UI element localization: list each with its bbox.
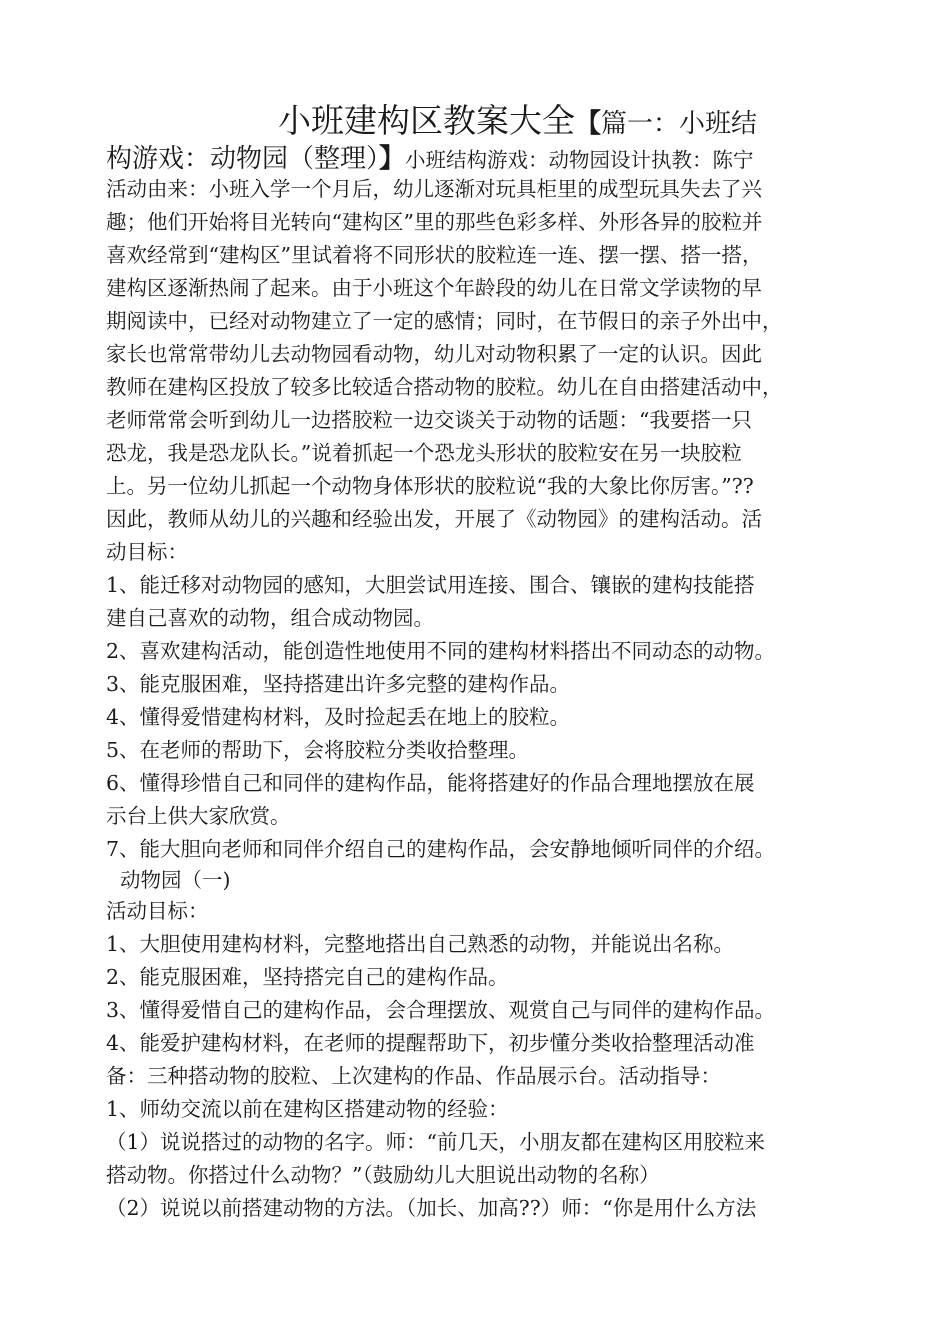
title-line2-rest: 小班结构游戏：动物园设计执教：陈宁 <box>405 148 754 172</box>
title-subtitle-b: 构游戏：动物园（整理） <box>106 144 380 174</box>
intro-line: 喜欢经常到“建构区”里试着将不同形状的胶粒连一连、摆一摆、搭一搭， <box>106 243 763 267</box>
goal-line: 示台上供大家欣赏。 <box>106 804 291 828</box>
goal-line: 4、懂得爱惜建构材料，及时捡起丢在地上的胶粒。 <box>106 705 571 729</box>
section-line: 4、能爱护建构材料，在老师的提醒帮助下，初步懂分类收拾整理活动准 <box>106 1031 755 1055</box>
intro-line: 动目标： <box>106 540 188 564</box>
section-line: 3、懂得爱惜自己的建构作品，会合理摆放、观赏自己与同伴的建构作品。 <box>106 998 776 1022</box>
intro-line: 趣；他们开始将目光转向“建构区”里的那些色彩多样、外形各异的胶粒并 <box>106 210 763 234</box>
section-line: 2、能克服困难，坚持搭完自己的建构作品。 <box>106 965 509 989</box>
section-line: 搭动物。你搭过什么动物？”（鼓励幼儿大胆说出动物的名称） <box>106 1163 660 1187</box>
intro-line: 恐龙，我是恐龙队长。”说着抓起一个恐龙头形状的胶粒安在另一块胶粒 <box>106 441 742 465</box>
goal-line: 5、在老师的帮助下，会将胶粒分类收拾整理。 <box>106 738 530 762</box>
goal-line: 6、懂得珍惜自己和同伴的建构作品，能将搭建好的作品合理地摆放在展 <box>106 771 755 795</box>
intro-line: 活动由来：小班入学一个月后，幼儿逐渐对玩具柜里的成型玩具失去了兴 <box>106 177 762 201</box>
title-line-2 <box>106 141 754 178</box>
section-line: （2）说说以前搭建动物的方法。（加长、加高??）师：“你是用什么方法 <box>106 1196 757 1220</box>
intro-line: 因此，教师从幼儿的兴趣和经验出发，开展了《动物园》的建构活动。活 <box>106 507 762 531</box>
intro-line: 建构区逐渐热闹了起来。由于小班这个年龄段的幼儿在日常文学读物的早 <box>106 276 762 300</box>
section-line: 活动目标： <box>106 899 209 923</box>
goal-line: 3、能克服困难，坚持搭建出许多完整的建构作品。 <box>106 672 571 696</box>
section-line: （1）说说搭过的动物的名字。师：“前几天，小朋友都在建构区用胶粒来 <box>106 1130 766 1154</box>
section-line: 1、大胆使用建构材料，完整地搭出自己熟悉的动物，并能说出名称。 <box>106 932 735 956</box>
intro-line: 上。另一位幼儿抓起一个动物身体形状的胶粒说“我的大象比你厉害。”?? <box>106 474 754 498</box>
document-title: 小班建构区教案大全 <box>278 101 575 140</box>
intro-line: 家长也常常带幼儿去动物园看动物，幼儿对动物积累了一定的认识。因此 <box>106 342 762 366</box>
goal-line: 7、能大胆向老师和同伴介绍自己的建构作品，会安静地倾听同伴的介绍。 <box>106 837 776 861</box>
section-line: 1、师幼交流以前在建构区搭建动物的经验： <box>106 1097 509 1121</box>
goal-line: 建自己喜欢的动物，组合成动物园。 <box>106 606 434 630</box>
goal-line: 1、能迁移对动物园的感知，大胆尝试用连接、围合、镶嵌的建构技能搭 <box>106 573 755 597</box>
title-bracket-open: 【 <box>575 109 602 139</box>
goal-line: 2、喜欢建构活动，能创造性地使用不同的建构材料搭出不同动态的动物。 <box>106 639 776 663</box>
intro-line: 老师常常会听到幼儿一边搭胶粒一边交谈关于动物的话题：“我要搭一只 <box>106 408 752 432</box>
section-title: 动物园（一) <box>120 868 231 892</box>
title-subtitle-a: 篇一：小班结 <box>601 109 758 139</box>
intro-line: 教师在建构区投放了较多比较适合搭动物的胶粒。幼儿在自由搭建活动中， <box>106 375 783 399</box>
intro-line: 期阅读中，已经对动物建立了一定的感情；同时，在节假日的亲子外出中， <box>106 309 783 333</box>
title-bracket-close: 】 <box>379 144 406 174</box>
section-line: 备：三种搭动物的胶粒、上次建构的作品、作品展示台。活动指导： <box>106 1064 721 1088</box>
